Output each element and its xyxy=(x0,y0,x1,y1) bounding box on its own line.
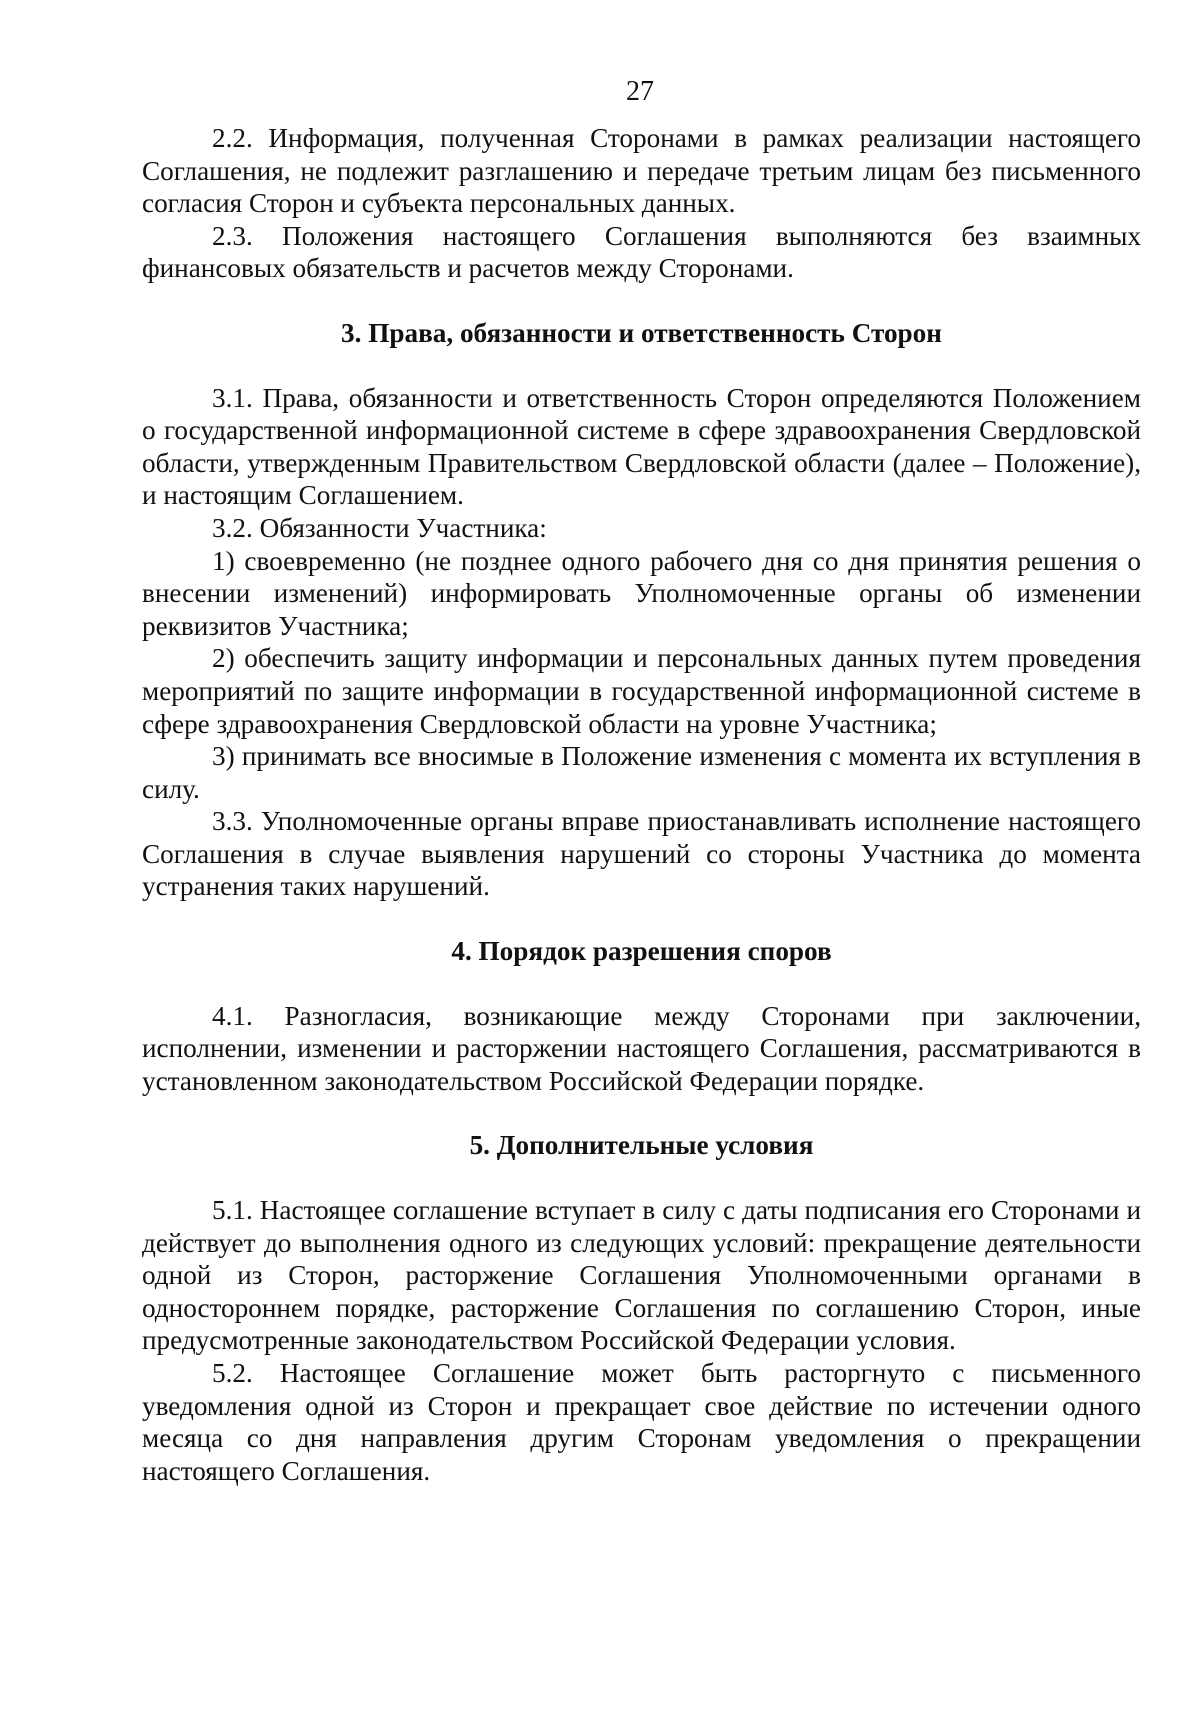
clause-3-2-item-1: 1) своевременно (не позднее одного рабочего дня со дня принятия решения о внесении изменений) информировать Уполномоченные органы об изменении реквизитов Участника; xyxy=(142,545,1141,641)
page-number: 27 xyxy=(626,76,654,107)
clause-5-1: 5.1. Настоящее соглашение вступает в силу с даты подписания его Сторонами и действует до выполнения одного из следующих условий: прекращение деятельности одной из Сторон, расторжение Соглашения Уполномоченными органами в одностороннем порядке, расторжение Соглашения по соглашению Сторон, иные предусмотренные законодательством Российской Федерации условия. xyxy=(142,1195,1141,1356)
clause-3-3: 3.3. Уполномоченные органы вправе приостанавливать исполнение настоящего Соглашения в случае выявления нарушений со стороны Участника до момента устранения таких нарушений. xyxy=(142,806,1141,902)
clause-3-2-item-3: 3) принимать все вносимые в Положение изменения с момента их вступления в силу. xyxy=(142,741,1141,804)
clause-3-2-item-2: 2) обеспечить защиту информации и персональных данных путем проведения мероприятий по защите информации в государственной информационной системе в сфере здравоохранения Свердловской области на уровне Участника; xyxy=(142,643,1141,739)
clause-3-2: 3.2. Обязанности Участника: xyxy=(212,512,547,543)
section-heading-5: 5. Дополнительные условия xyxy=(469,1130,814,1161)
section-heading-4: 4. Порядок разрешения споров xyxy=(451,936,832,967)
clause-3-1: 3.1. Права, обязанности и ответственность Сторон определяются Положением о государственной информационной системе в сфере здравоохранения Свердловской области, утвержденным Правительством Свердловской области (далее – Положение), и настоящим Соглашением. xyxy=(142,382,1141,511)
section-heading-3: 3. Права, обязанности и ответственность Сторон xyxy=(341,317,942,348)
clause-2-2: 2.2. Информация, полученная Сторонами в рамках реализации настоящего Соглашения, не подлежит разглашению и передаче третьим лицам без письменного согласия Сторон и субъекта персональных данных. xyxy=(142,123,1141,219)
clause-2-3: 2.3. Положения настоящего Соглашения выполняются без взаимных финансовых обязательств и расчетов между Сторонами. xyxy=(142,220,1141,284)
clause-5-2: 5.2. Настоящее Соглашение может быть расторгнуто с письменного уведомления одной из Сторон и прекращает свое действие по истечении одного месяца со дня направления другим Сторонам уведомления о прекращении настоящего Соглашения. xyxy=(142,1358,1141,1486)
document-body xyxy=(142,122,1141,1487)
clause-4-1: 4.1. Разногласия, возникающие между Сторонами при заключении, исполнении, изменении и расторжении настоящего Соглашения, рассматриваются в установленном законодательством Российской Федерации порядке. xyxy=(142,1000,1141,1096)
